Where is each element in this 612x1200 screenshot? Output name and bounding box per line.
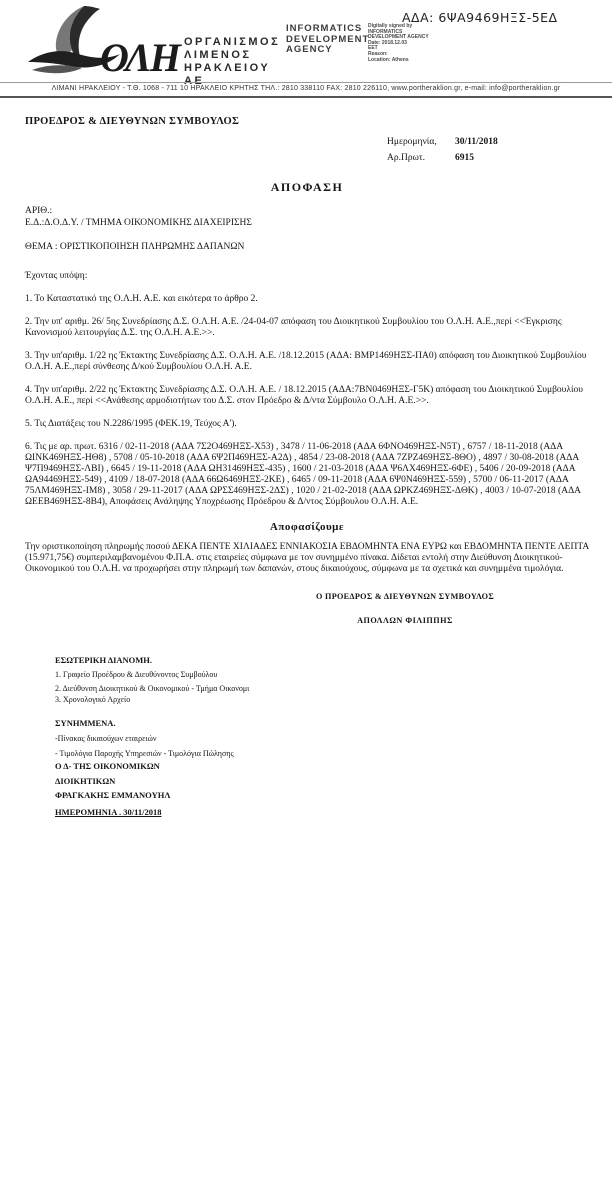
- org-name: [184, 36, 282, 88]
- arith-label: ΑΡΙΘ.:: [25, 206, 53, 216]
- digital-signature-stamp: [286, 24, 466, 63]
- president-signature-name: ΑΠΟΛΛΩΝ ΦΙΛΙΠΠΗΣ: [357, 616, 453, 625]
- org-name-line: ΗΡΑΚΛΕΙΟΥ ΑΕ: [184, 62, 271, 87]
- decide-heading: Αποφασίζουμε: [269, 521, 345, 533]
- stamp-detail-line: DEVELOPMENT AGENCY: [368, 34, 429, 41]
- decision-title: ΑΠΟΦΑΣΗ: [270, 180, 344, 194]
- org-name-line: ΛΙΜΕΝΟΣ: [184, 49, 252, 61]
- stamp-detail-line: Location: Athens: [368, 56, 409, 63]
- stamp-detail-line: Digitally signed by: [368, 23, 413, 29]
- internal-distribution-item: 2. Διεύθυνση Διοικητικού & Οικονομικού - Τμήμα Οικονομι: [55, 684, 250, 693]
- stamp-detail-line: Reason:: [368, 50, 388, 57]
- stamp-detail-line: INFORMATICS: [368, 28, 403, 35]
- attachments-heading: ΣΥΝΗΜΜΕΝΑ.: [55, 718, 116, 728]
- department-line: Ε.Δ.:Δ.Ο.Δ.Υ. / ΤΜΗΜΑ ΟΙΚΟΝΟΜΙΚΗΣ ΔΙΑΧΕΙΡΙΣΗΣ: [25, 218, 252, 228]
- stamp-agency-name: INFORMATICS DEVELOPMENT AGENCY: [286, 23, 370, 55]
- internal-distribution-item: 1. Γραφείο Προέδρου & Διευθύνοντος Συμβούλου: [55, 670, 218, 679]
- president-signature-title: Ο ΠΡΟΕΔΡΟΣ & ΔΙΕΥΘΥΝΩΝ ΣΥΜΒΟΥΛΟΣ: [316, 592, 494, 601]
- date-value: 30/11/2018: [455, 137, 498, 147]
- having-regard-label: Έχοντας υπόψη:: [25, 271, 88, 281]
- protocol-row: [387, 153, 589, 169]
- internal-distribution-item: 3. Χρονολογικό Αρχείο: [55, 695, 131, 704]
- ada-code: ΑΔΑ: 6ΨΑ9469ΗΞΣ-5ΕΔ: [402, 10, 558, 25]
- signature-date-line: ΗΜΕΡΟΜΗΝΙΑ . 30/11/2018: [55, 807, 162, 817]
- document-body: [25, 116, 589, 817]
- protocol-label: Αρ.Πρωτ.: [387, 153, 426, 163]
- consideration-item-4: 4. Την υπ'αριθμ. 2/22 ης Έκτακτης Συνεδρίασης Δ.Σ. Ο.Λ.Η. Α.Ε. / 18.12.2015 (ΑΔΑ:7ΒΝ0469ΗΞΣ-Γ5Κ) απόφαση του Διοικητικού Συμβουλίου Ο.Λ.Η. Α.Ε., περί <<Ανάθεσης αρμοδιοτήτων του Δ.Σ. στον Πρόεδρο & Δ/ντα Σύμβουλο Ο.Λ.Η. Α.Ε.>>.: [25, 385, 583, 406]
- consideration-item-1: 1. Το Καταστατικό της Ο.Λ.Η. Α.Ε. και εικότερα το άρθρο 2.: [25, 294, 258, 304]
- protocol-value: 6915: [455, 153, 474, 163]
- address-bar: ΛΙΜΑΝΙ ΗΡΑΚΛΕΙΟΥ - Τ.Θ. 1068 - 711 10 ΗΡΑΚΛΕΙΟ ΚΡΗΤΗΣ ΤΗΛ.: 2810 338110 FAX: 2810 226110, www.portheraklion.gr, e-mail: info@portheraklion.gr: [51, 85, 561, 92]
- org-name-line: ΟΡΓΑΝΙΣΜΟΣ: [184, 36, 281, 48]
- meta-block: [387, 137, 589, 169]
- date-label: Ημερομηνία,: [387, 137, 437, 147]
- attachment-item: - Τιμολόγια Παροχής Υπηρεσιών - Τιμολόγια Πώλησης: [55, 749, 234, 758]
- president-signature-block: [287, 591, 523, 626]
- consideration-item-3: 3. Την υπ'αριθμ. 1/22 ης Έκτακτης Συνεδρίασης Δ.Σ. Ο.Λ.Η. Α.Ε. /18.12.2015 (ΑΔΑ: ΒΜΡ1469ΗΞΣ-ΠΑ0) απόφαση του Διοικητικού Συμβουλίου Ο.Λ.Η. Α.Ε.,περί σύνθεσης Δ/κού Συμβουλίου Ο.Λ.Η. Α.Ε.: [25, 351, 587, 372]
- consideration-item-2: 2. Την υπ' αριθμ. 26/ 5ης Συνεδρίασης Δ.Σ. Ο.Λ.Η. Α.Ε. /24-04-07 απόφαση του Διοικητικού Συμβουλίου του Ο.Λ.Η. Α.Ε.,περί <<Έγκρισης Κανονισμού λειτουργίας Δ.Σ. της Ο.Λ.Η. Α.Ε.>>.: [25, 317, 562, 338]
- consideration-item-6: 6. Τις με αρ. πρωτ. 6316 / 02-11-2018 (ΑΔΑ 7Σ2Ο469ΗΞΣ-Χ53) , 3478 / 11-06-2018 (ΑΔΑ 6ΦΝΟ469ΗΞΣ-Ν5Τ) , 6757 / 18-11-2018 (ΑΔΑ ΩΙΝΚ469ΗΞΣ-ΗΘ8) , 5708 / 05-10-2018 (ΑΔΑ 6Ψ2Π469ΗΞΣ-Α2Δ) , 4854 / 23-08-2018 (ΑΔΑ 7ΖΡΖ469ΗΞΣ-8ΘΟ) , 4897 / 30-08-2018 (ΑΔΑ Ψ7Π9469ΗΞΣ-ΛΒΙ) , 6645 / 19-11-2018 (ΑΔΑ ΩΗ31469ΗΞΣ-435) , 1600 / 21-03-2018 (ΑΔΑ Ψ6ΛΧ469ΗΞΣ-6ΦΕ) , 5406 / 20-09-2018 (ΑΔΑ ΩΑ94469ΗΞΣ-549) , 4109 / 18-07-2018 (ΑΔΑ 66Ω6469ΗΞΣ-2ΚΕ) , 6465 / 09-11-2018 (ΑΔΑ 6Ψ0Ν469ΗΞΣ-559) , 5700 / 06-11-2017 (ΑΔΑ 75ΛΜ469ΗΞΣ-ΙΜ8) , 3058 / 29-11-2017 (ΑΔΑ ΩΡΣΣ469ΗΞΣ-2ΔΣ) , 1020 / 21-02-2018 (ΑΔΑ ΩΡΚΖ469ΗΞΣ-ΔΘΚ) , 4003 / 10-07-2018 (ΑΔΑ ΩΕΕΒ469ΗΞΣ-8Β4), Αποφάσεις Ανάληψης Υποχρέωσης Πρόεδρου & Δ/ντος Σύμβουλου Ο.Λ.Η. Α.Ε.: [25, 442, 581, 507]
- document-header: [0, 0, 612, 100]
- stamp-detail-line: EET: [368, 45, 378, 52]
- stamp-detail-line: Date: 2018.12.03: [368, 39, 407, 46]
- date-row: [387, 137, 589, 153]
- director-title-line2: ΔΙΟΙΚΗΤΙΚΩΝ: [55, 776, 116, 786]
- port-authority-logo: [22, 4, 282, 87]
- director-title-line1: Ο Δ- ΤΗΣ ΟΙΚΟΝΟΜΙΚΩΝ: [55, 761, 160, 771]
- stamp-signature-details: [368, 24, 458, 63]
- attachment-item: -Πίνακας δικαιούχων εταιρειών: [55, 734, 157, 743]
- distribution-block: [55, 656, 589, 817]
- subject-line: ΘΕΜΑ : ΟΡΙΣΤΙΚΟΠΟΙΗΣΗ ΠΛΗΡΩΜΗΣ ΔΑΠΑΝΩΝ: [25, 242, 245, 252]
- director-name: ΦΡΑΓΚΑΚΗΣ ΕΜΜΑΝΟΥΗΛ: [55, 790, 171, 800]
- office-title: ΠΡΟΕΔΡΟΣ & ΔΙΕΥΘΥΝΩΝ ΣΥΜΒΟΥΛΟΣ: [25, 116, 240, 127]
- consideration-item-5: 5. Τις Διατάξεις του Ν.2286/1995 (ΦΕΚ.19, Τεύχος Α').: [25, 419, 237, 429]
- header-rule-bottom: [0, 96, 612, 98]
- header-rule-top: [0, 82, 612, 83]
- decide-paragraph: Την οριστικοποίηση πληρωμής ποσού ΔΕΚΑ ΠΕΝΤΕ ΧΙΛΙΑΔΕΣ ΕΝΝΙΑΚΟΣΙΑ ΕΒΔΟΜΗΝΤΑ ΕΝΑ ΕΥΡΩ και ΕΒΔΟΜΗΝΤΑ ΠΕΝΤΕ ΛΕΠΤΑ (15.971,75€) συμπεριλαμβανομένου Φ.Π.Α. στις εταιρείες σύμφωνα με τον συνημμένο πίνακα. Δίδεται εντολή στην Διεύθυνση Διοικητικού-Οικονομικού του Ο.Λ.Η. να προχωρήσει στην πληρωμή των δαπανών, στους δικαιούχους, σύμφωνα με τα σχετικά και συνημμένα τιμολόγια.: [25, 542, 589, 574]
- internal-distribution-heading: ΕΣΩΤΕΡΙΚΗ ΔΙΑΝΟΜΗ.: [55, 655, 153, 665]
- logo-acronym: ΟΛΗ: [100, 35, 179, 80]
